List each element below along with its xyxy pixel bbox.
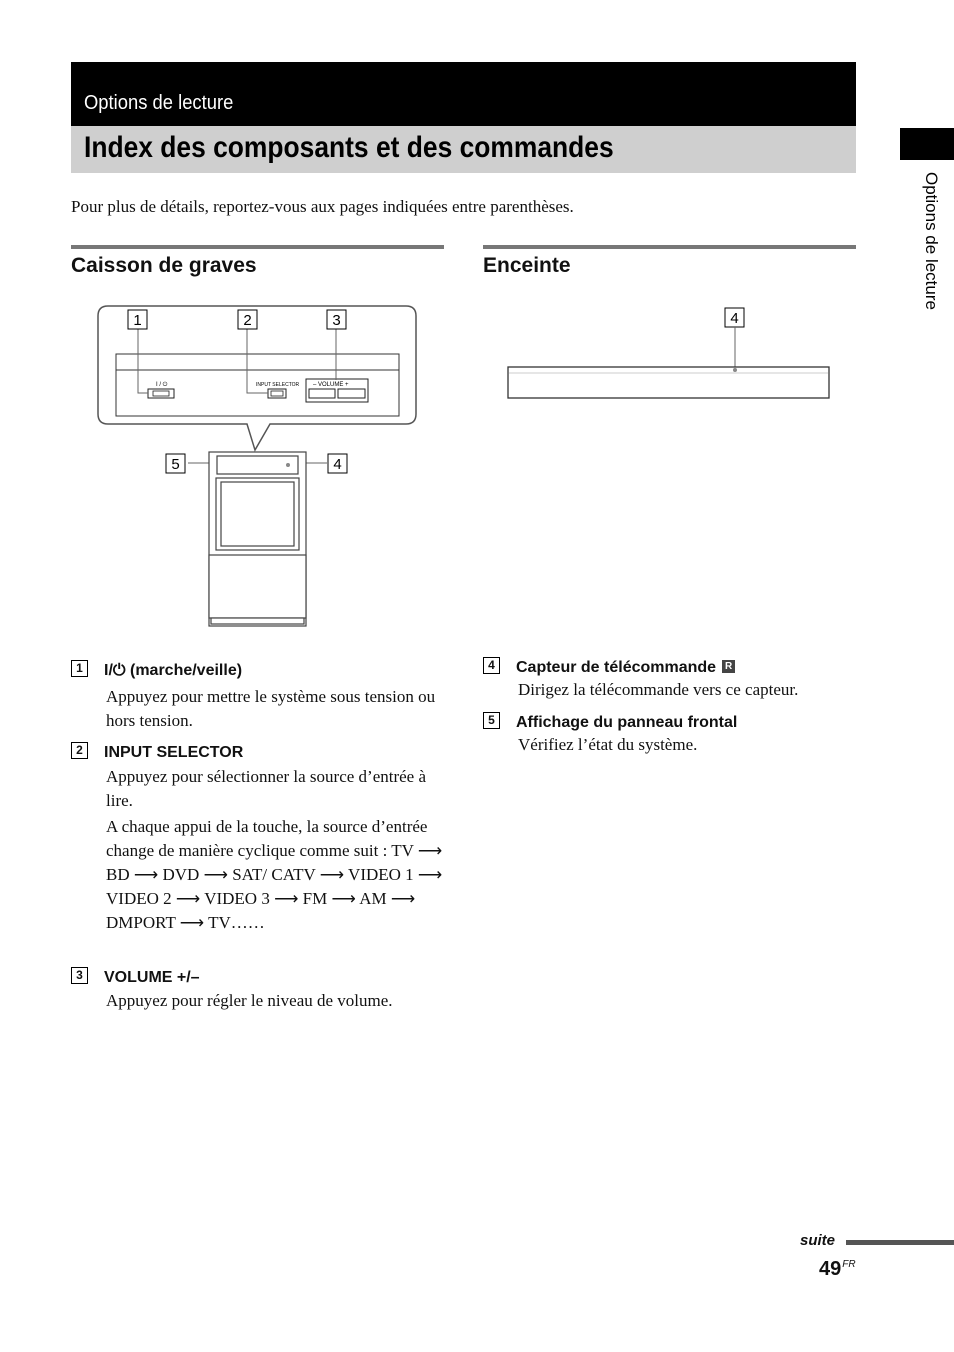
- item-title: Capteur de télécommande: [516, 659, 717, 676]
- item-description: Appuyez pour régler le niveau de volume.: [106, 991, 393, 1010]
- section-title-subwoofer: Caisson de graves: [71, 254, 257, 277]
- item-description: A chaque appui de la touche, la source d’entrée change de manière cyclique comme suit : TV ⟶ BD ⟶ DVD ⟶ SAT/ CATV ⟶ VIDEO 1 ⟶ VIDEO 2 ⟶ VIDEO 3 ⟶ FM ⟶ AM ⟶ DMPORT ⟶ TV……: [106, 817, 443, 932]
- list-item-input-selector: [71, 744, 451, 935]
- speaker-illustration: [500, 300, 840, 410]
- section-rule-right: [483, 245, 856, 249]
- intro-text: Pour plus de détails, reportez-vous aux pages indiquées entre parenthèses.: [71, 197, 574, 216]
- item-title: Affichage du panneau frontal: [516, 714, 738, 731]
- side-tab-marker: [900, 128, 954, 160]
- page-header: [71, 126, 856, 173]
- callout-2: 2: [243, 312, 252, 329]
- callout-1: 1: [133, 312, 142, 329]
- list-item-remote-sensor: [483, 659, 863, 702]
- item-title: VOLUME +/–: [104, 969, 200, 986]
- item-number: 4: [483, 657, 500, 674]
- callout-5: 5: [171, 456, 180, 473]
- page-title: Index des composants et des commandes: [84, 131, 614, 164]
- volume-label: – VOLUME +: [313, 382, 349, 388]
- list-item-front-display: [483, 714, 863, 757]
- subwoofer-illustration: [90, 300, 430, 635]
- callout-4-speaker: 4: [730, 310, 739, 327]
- page-number-value: 49: [819, 1258, 842, 1280]
- continued-label: suite: [800, 1232, 836, 1249]
- input-selector-label: INPUT SELECTOR: [256, 382, 300, 388]
- chapter-title: Options de lecture: [84, 92, 234, 114]
- page-number: [819, 1258, 856, 1281]
- item-description: Vérifiez l’état du système.: [518, 735, 698, 754]
- item-description: Appuyez pour sélectionner la source d’entrée à lire.: [106, 767, 427, 810]
- remote-sensor-icon: R: [722, 660, 735, 673]
- list-item-volume: [71, 969, 451, 1013]
- continued-bar: [846, 1240, 954, 1245]
- callout-4: 4: [333, 456, 342, 473]
- item-number: 3: [71, 967, 88, 984]
- section-rule-left: [71, 245, 444, 249]
- chapter-header: [71, 62, 856, 126]
- item-number: 5: [483, 712, 500, 729]
- item-title: I/⏻ (marche/veille): [104, 662, 243, 679]
- item-description: Dirigez la télécommande vers ce capteur.: [518, 680, 799, 699]
- callout-3: 3: [332, 312, 341, 329]
- power-button-label: I / ⏻: [156, 382, 168, 388]
- item-number: 1: [71, 660, 88, 677]
- list-item-power: [71, 662, 451, 733]
- item-description: Appuyez pour mettre le système sous tension ou hors tension.: [106, 687, 436, 730]
- side-tab-label: Options de lecture: [922, 172, 941, 310]
- section-title-speaker: Enceinte: [483, 254, 571, 277]
- item-title: INPUT SELECTOR: [104, 744, 244, 761]
- item-number: 2: [71, 742, 88, 759]
- page-lang: FR: [842, 1259, 856, 1271]
